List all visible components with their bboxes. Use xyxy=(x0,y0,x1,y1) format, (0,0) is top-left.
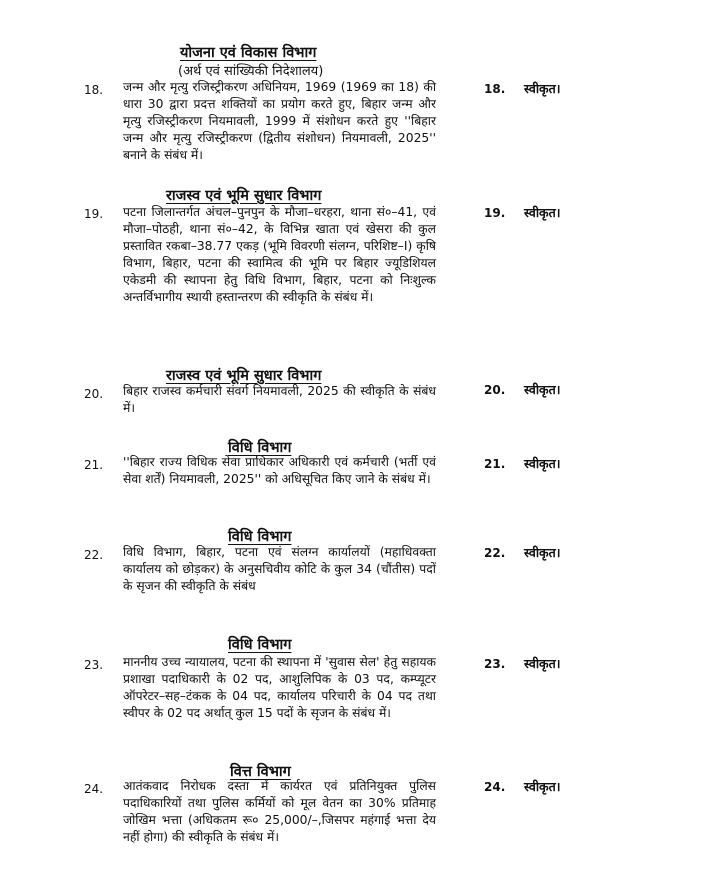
item-number: 24. xyxy=(84,782,104,796)
item-text: विधि विभाग, बिहार, पटना एवं संलग्न कार्यालयों (महाधिवक्ता कार्यालय को छोड़कर) के अनुसचिवीय कोटि के कुल 34 (चौंतीस) पदों के सृजन की स्वीकृति के संबंध xyxy=(123,545,436,594)
sub-department-heading: (अर्थ एवं सांख्यिकी निदेशालय) xyxy=(178,64,324,79)
decision-number: 19. xyxy=(484,206,506,220)
decision-number: 18. xyxy=(484,82,506,96)
item-text: ''बिहार राज्य विधिक सेवा प्राधिकार अधिकारी एवं कर्मचारी (भर्ती एवं सेवा शर्तें) नियमावली, 2025'' को अधिसूचित किए जाने के संबंध में। xyxy=(123,455,436,487)
item-text: बिहार राजस्व कर्मचारी संवर्ग नियमावली, 2025 की स्वीकृति के संबंध में। xyxy=(123,384,436,416)
decision-status: स्वीकृत। xyxy=(524,205,561,220)
department-heading-law: विधि विभाग xyxy=(228,529,292,545)
decision-status: स्वीकृत। xyxy=(524,656,561,671)
decision-status: स्वीकृत। xyxy=(524,545,561,560)
decision-number: 23. xyxy=(484,657,506,671)
department-heading-law: विधि विभाग xyxy=(228,440,292,456)
item-text: पटना जिलान्तर्गत अंचल–पुनपुन के मौजा–धरहरा, थाना सं०–41, एवं मौजा–पोठही, थाना सं०–42, के विभिन्न खाता एवं खेसरा की कुल प्रस्तावित रकबा–38.77 एकड़ (भूमि विवरणी संलग्न, परिशिष्ट–I) कृषि विभाग, बिहार, पटना की स्वामित्व की भूमि पर बिहार ज्यूडिशियल एकेडमी की स्थापना हेतु विधि विभाग, बिहार, पटना को निःशुल्क अन्तर्विभागीय स्थायी हस्तान्तरण की स्वीकृति के संबंध में। xyxy=(123,205,436,305)
item-number: 18. xyxy=(84,83,104,97)
department-heading-planning: योजना एवं विकास विभाग xyxy=(180,45,317,61)
decision-number: 20. xyxy=(484,383,506,397)
item-text: आतंकवाद निरोधक दस्ता में कार्यरत एवं प्रतिनियुक्त पुलिस पदाधिकारियों तथा पुलिस कर्मियों को मूल वेतन का 30% प्रतिमाह जोखिम भत्ता (अधिकतम रू० 25,000/–,जिसपर महंगाई भत्ता देय नहीं होगा) की स्वीकृति के संबंध में। xyxy=(123,779,436,845)
department-heading-law: विधि विभाग xyxy=(228,637,292,653)
item-text: माननीय उच्च न्यायालय, पटना की स्थापना में 'सुवास सेल' हेतु सहायक प्रशाखा पदाधिकारी के 02 पद, आशुलिपिक के 03 पद, कम्प्यूटर ऑपरेटर–सह–टंकक के 04 पद, कार्यालय परिचारी के 04 पद तथा स्वीपर के 02 पद अर्थात् कुल 15 पदों के सृजन के संबंध में। xyxy=(123,655,436,721)
item-number: 20. xyxy=(84,387,104,401)
department-heading-finance: वित्त विभाग xyxy=(230,764,291,780)
decision-status: स्वीकृत। xyxy=(524,382,561,397)
item-number: 22. xyxy=(84,548,104,562)
decision-number: 24. xyxy=(484,780,506,794)
decision-status: स्वीकृत। xyxy=(524,456,561,471)
item-number: 21. xyxy=(84,458,104,472)
item-text: जन्म और मृत्यु रजिस्ट्रीकरण अधिनियम, 1969 (1969 का 18) की धारा 30 द्वारा प्रदत्त शक्तियों का प्रयोग करते हुए, बिहार जन्म और मृत्यु रजिस्ट्रीकरण नियमावली, 1999 में संशोधन करते हुए ''बिहार जन्म और मृत्यु रजिस्ट्रीकरण (द्वितीय संशोधन) नियमावली, 2025'' बनाने के संबंध में। xyxy=(123,80,436,163)
decision-status: स्वीकृत। xyxy=(524,81,561,96)
department-heading-revenue: राजस्व एवं भूमि सुधार विभाग xyxy=(166,368,322,384)
item-number: 19. xyxy=(84,207,104,221)
item-number: 23. xyxy=(84,658,104,672)
decision-number: 21. xyxy=(484,457,506,471)
department-heading-revenue: राजस्व एवं भूमि सुधार विभाग xyxy=(166,188,322,204)
decision-status: स्वीकृत। xyxy=(524,779,561,794)
decision-number: 22. xyxy=(484,546,506,560)
